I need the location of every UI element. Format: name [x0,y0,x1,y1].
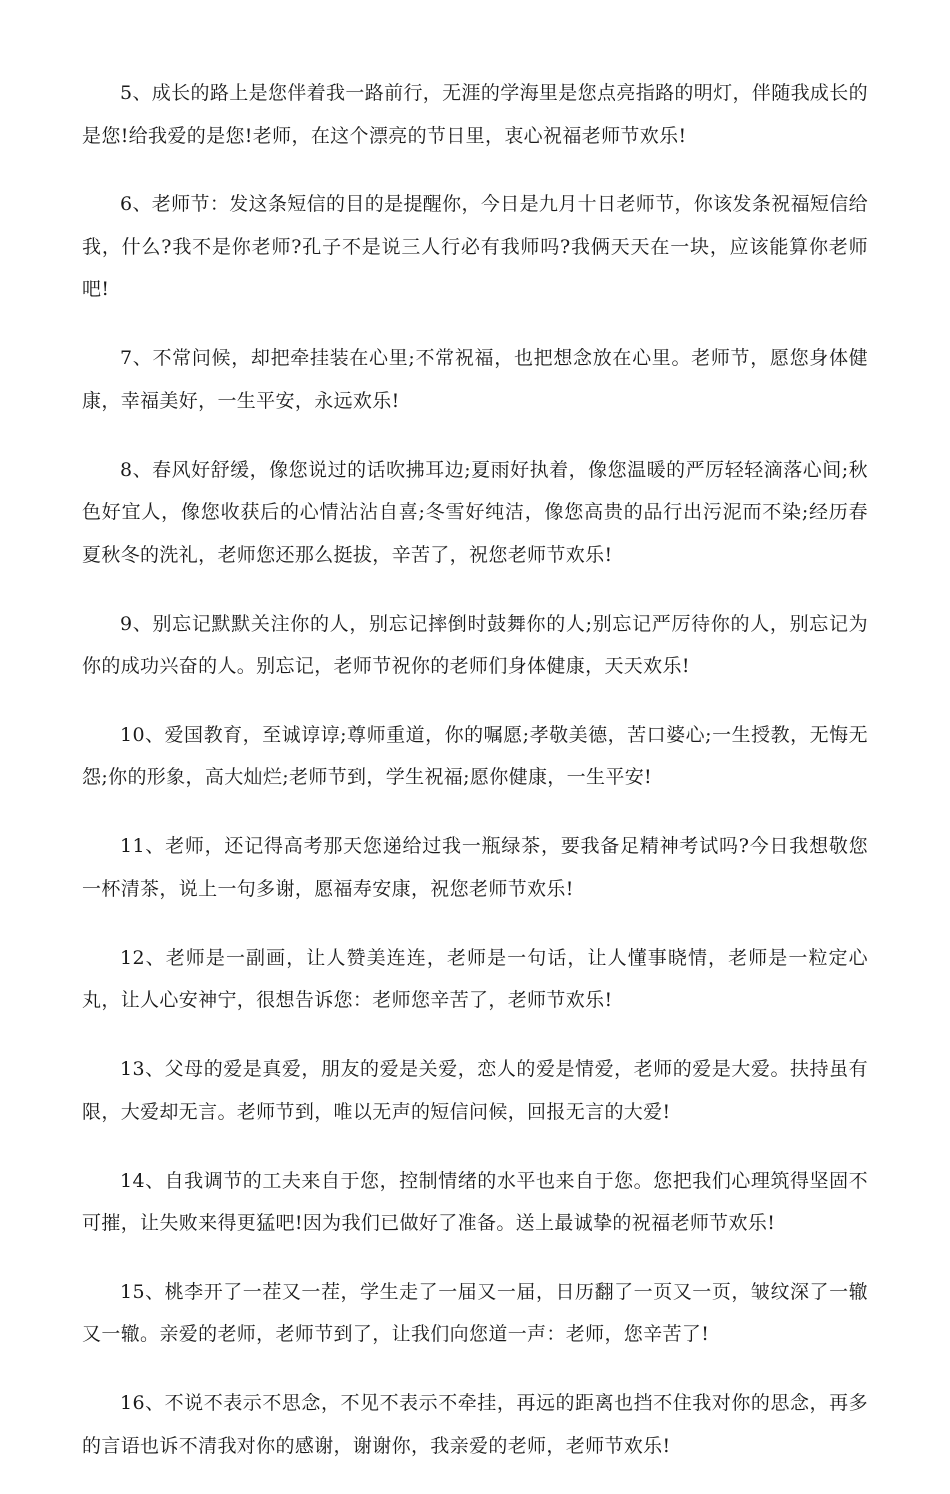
paragraph-12: 12、老师是一副画，让人赞美连连，老师是一句话，让人懂事晓情，老师是一粒定心丸，让人心安神宁，很想告诉您：老师您辛苦了，老师节欢乐! [82,946,868,1012]
paragraph-10: 10、爱国教育，至诚谆谆;尊师重道，你的嘱愿;孝敬美德，苦口婆心;一生授教，无悔无怨;你的形象，高大灿烂;老师节到，学生祝福;愿你健康，一生平安! [82,723,868,789]
paragraph-6: 6、老师节：发这条短信的目的是提醒你，今日是九月十日老师节，你该发条祝福短信给我，什么?我不是你老师?孔子不是说三人行必有我师吗?我俩天天在一块，应该能算你老师吧! [82,193,868,301]
paragraph-11: 11、老师，还记得高考那天您递给过我一瓶绿茶，要我备足精神考试吗?今日我想敬您一杯清茶，说上一句多谢，愿福寿安康，祝您老师节欢乐! [82,835,868,900]
paragraph-15: 15、桃李开了一茬又一茬，学生走了一届又一届，日历翻了一页又一页，皱纹深了一辙又一辙。亲爱的老师，老师节到了，让我们向您道一声：老师，您辛苦了! [82,1280,868,1346]
document-body [82,72,868,1494]
paragraph-5: 5、成长的路上是您伴着我一路前行，无涯的学海里是您点亮指路的明灯，伴随我成长的是您!给我爱的是您!老师，在这个漂亮的节日里，衷心祝福老师节欢乐! [82,82,868,147]
paragraph-8: 8、春风好舒缓，像您说过的话吹拂耳边;夏雨好执着，像您温暖的严厉轻轻滴落心间;秋色好宜人，像您收获后的心情沾沾自喜;冬雪好纯洁，像您高贵的品行出污泥而不染;经历春夏秋冬的洗礼，老师您还那么挺拔，辛苦了，祝您老师节欢乐! [82,458,868,566]
paragraph-16: 16、不说不表示不思念，不见不表示不牵挂，再远的距离也挡不住我对你的思念，再多的言语也诉不清我对你的感谢，谢谢你，我亲爱的老师，老师节欢乐! [82,1392,868,1457]
paragraph-13: 13、父母的爱是真爱，朋友的爱是关爱，恋人的爱是情爱，老师的爱是大爱。扶持虽有限，大爱却无言。老师节到，唯以无声的短信问候，回报无言的大爱! [82,1058,868,1123]
paragraph-9: 9、别忘记默默关注你的人，别忘记摔倒时鼓舞你的人;别忘记严厉待你的人，别忘记为你的成功兴奋的人。别忘记，老师节祝你的老师们身体健康，天天欢乐! [82,612,868,678]
paragraph-14: 14、自我调节的工夫来自于您，控制情绪的水平也来自于您。您把我们心理筑得坚固不可摧，让失败来得更猛吧!因为我们已做好了准备。送上最诚挚的祝福老师节欢乐! [82,1169,868,1235]
paragraph-7: 7、不常问候，却把牵挂装在心里;不常祝福，也把想念放在心里。老师节，愿您身体健康，幸福美好，一生平安，永远欢乐! [82,347,868,412]
